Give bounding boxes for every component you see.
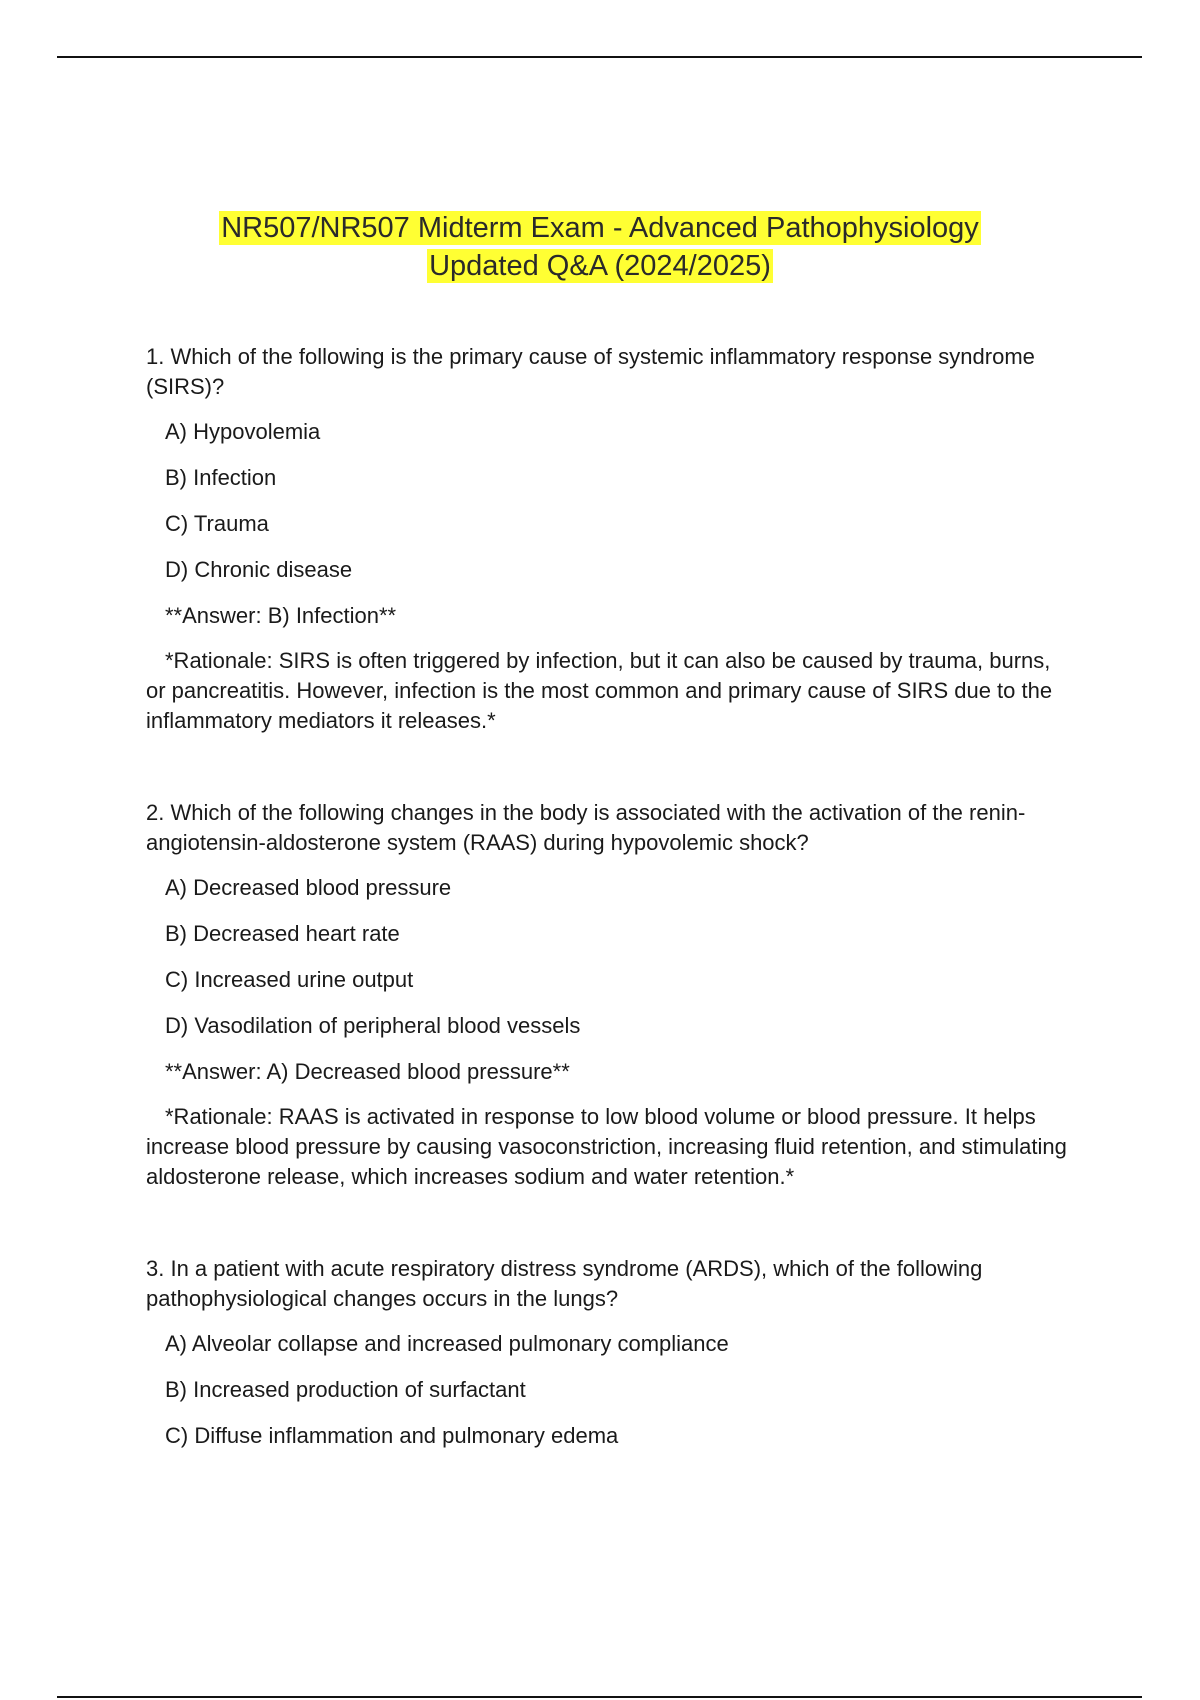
option-d: D) Vasodilation of peripheral blood vessels [165, 1013, 581, 1038]
option-a: A) Hypovolemia [165, 419, 321, 444]
option-b: B) Infection [165, 465, 277, 490]
footer-rule [57, 1696, 1142, 1698]
question-3 [146, 1254, 1076, 1451]
answer-line: **Answer: B) Infection** [165, 603, 397, 628]
rationale: *Rationale: SIRS is often triggered by infection, but it can also be caused by trauma, burns, or pancreatitis. However, infection is the most common and primary cause of SIRS due to the inflammatory mediators it releases.* [146, 648, 1053, 733]
document-title [0, 209, 1200, 285]
title-line-2: Updated Q&A (2024/2025) [429, 250, 771, 282]
option-d: D) Chronic disease [165, 557, 353, 582]
rationale: *Rationale: RAAS is activated in response to low blood volume or blood pressure. It helps increase blood pressure by causing vasoconstriction, increasing fluid retention, and stimulating aldosterone release, which increases sodium and water retention.* [146, 1104, 1067, 1189]
option-a: A) Alveolar collapse and increased pulmonary compliance [165, 1331, 729, 1356]
title-line-1: NR507/NR507 Midterm Exam - Advanced Pathophysiology [221, 212, 979, 244]
question-stem: 3. In a patient with acute respiratory distress syndrome (ARDS), which of the following pathophysiological changes occurs in the lungs? [146, 1256, 983, 1311]
header-rule [57, 56, 1142, 58]
question-stem: 2. Which of the following changes in the body is associated with the activation of the renin-angiotensin-aldosterone system (RAAS) during hypovolemic shock? [146, 800, 1026, 855]
option-c: C) Diffuse inflammation and pulmonary edema [165, 1423, 619, 1448]
question-2 [146, 798, 1076, 1192]
option-c: C) Trauma [165, 511, 269, 536]
option-b: B) Decreased heart rate [165, 921, 400, 946]
question-1 [146, 342, 1076, 736]
question-stem: 1. Which of the following is the primary cause of systemic inflammatory response syndrome (SIRS)? [146, 344, 1035, 399]
answer-line: **Answer: A) Decreased blood pressure** [165, 1059, 570, 1084]
option-a: A) Decreased blood pressure [165, 875, 452, 900]
option-c: C) Increased urine output [165, 967, 414, 992]
option-b: B) Increased production of surfactant [165, 1377, 526, 1402]
